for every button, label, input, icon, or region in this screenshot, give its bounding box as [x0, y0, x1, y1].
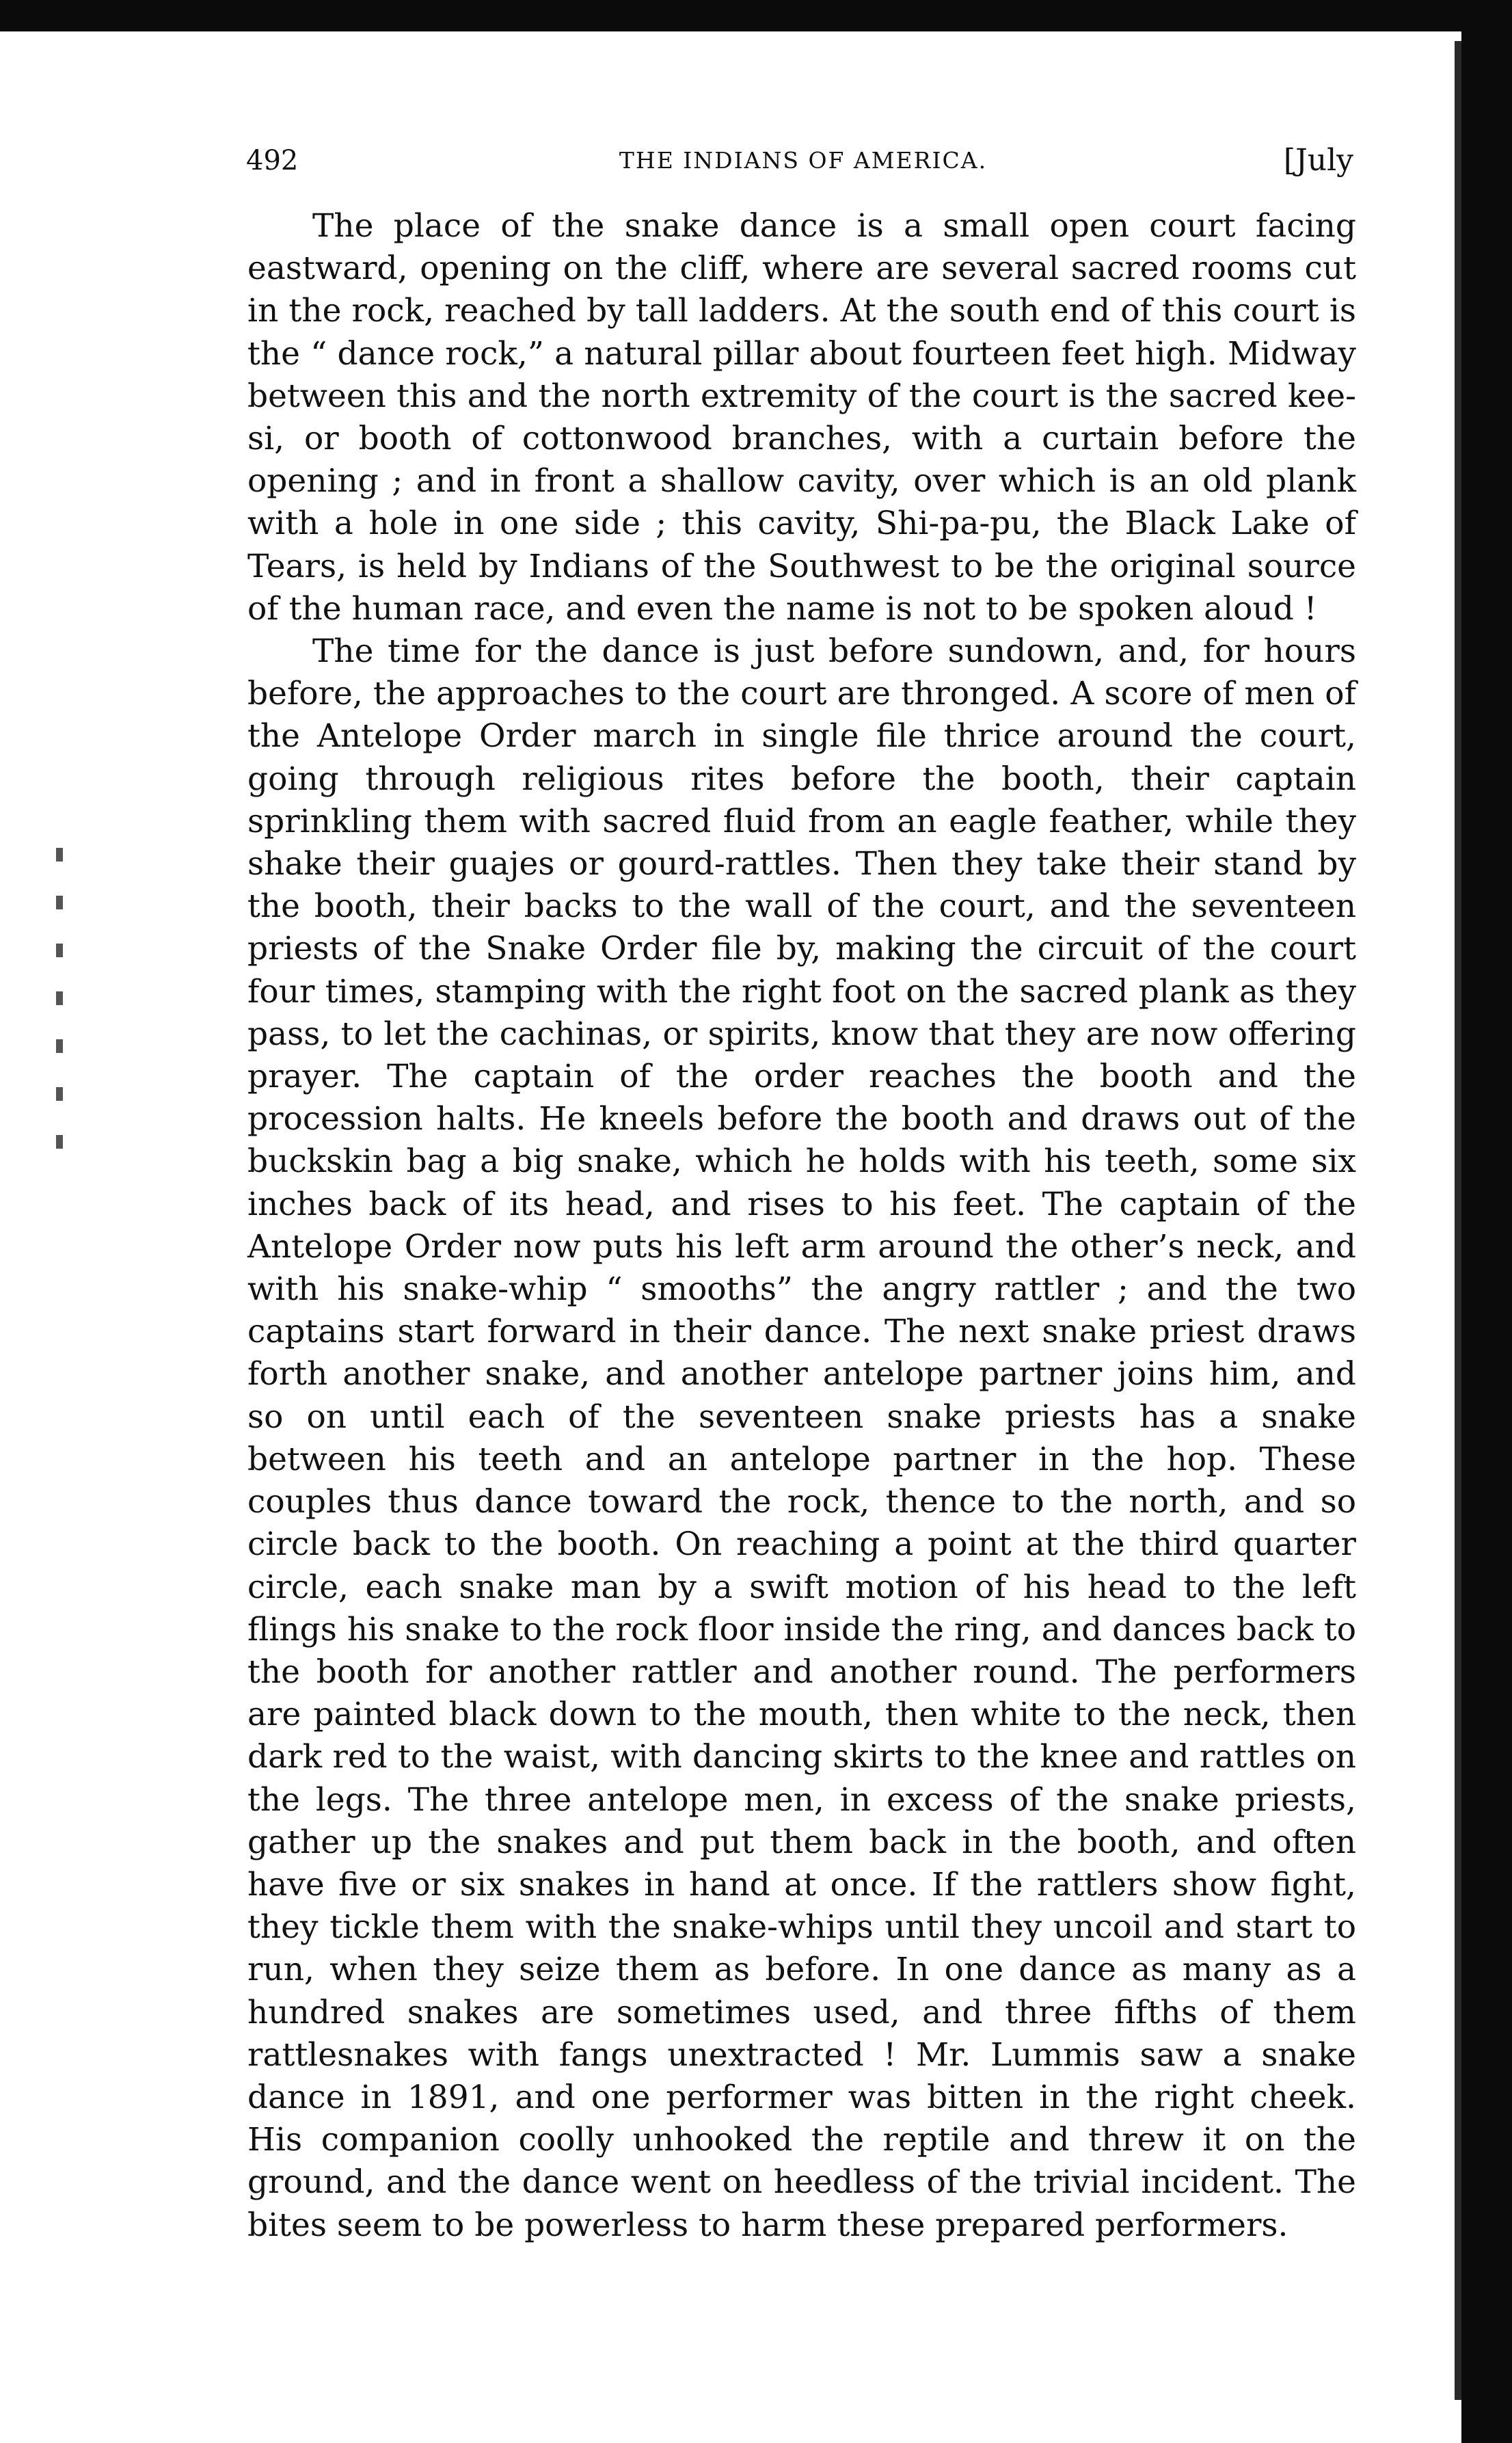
margin-dash: [56, 944, 63, 957]
right-binding-shadow: [1455, 41, 1461, 2400]
margin-dash: [56, 991, 63, 1005]
running-title: THE INDIANS OF AMERICA.: [619, 147, 988, 174]
margin-dash: [56, 848, 63, 862]
right-binding-edge: [1461, 0, 1512, 2443]
paragraph-dance-ceremony: The time for the dance is just before sundown, and, for hours before, the approaches to the court are thronged. A score of men of the Antelope Order march in single file thrice around the court, going through religious rites before the booth, their captain sprinkling them with sacred fluid from an eagle feather, while they shake their guajes or gourd-rattles. Then they take their stand by the booth, their backs to the wall of the court, and the seventeen priests of the Snake Order file by, making the circuit of the court four times, stamping with the right foot on the sacred plank as they pass, to let the cachinas, or spirits, know that they are now offering prayer. The captain of the order reaches the booth and the procession halts. He kneels before the booth and draws out of the buckskin bag a big snake, which he holds with his teeth, some six inches back of its head, and rises to his feet. The captain of the Antelope Order now puts his left arm around the other’s neck, and with his snake-whip “ smooths” the angry rattler ; and the two captains start forward in their dance. The next snake priest draws forth another snake, and another antelope partner joins him, and so on until each of the seventeen snake priests has a snake between his teeth and an antelope partner in the hop. These couples thus dance toward the rock, thence to the north, and so circle back to the booth. On reaching a point at the third quarter circle, each snake man by a swift motion of his head to the left flings his snake to the rock floor inside the ring, and dances back to the booth for another rattler and another round. The performers are painted black down to the mouth, then white to the neck, then dark red to the waist, with dancing skirts to the knee and rattles on the legs. The three antelope men, in excess of the snake priests, gather up the snakes and put them back in the booth, and often have five or six snakes in hand at once. If the rattlers show fight, they tickle them with the snake-whips until they uncoil and start to run, when they seize them as before. In one dance as many as a hundred snakes are sometimes used, and three fifths of them rattlesnakes with fangs unextracted ! Mr. Lummis saw a snake dance in 1891, and one performer was bitten in the right cheek. His companion coolly unhooked the reptile and threw it on the ground, and the dance went on heedless of the trivial incident. The bites seem to be powerless to harm these prepared performers.: [247, 632, 1356, 2244]
left-margin-marks: [56, 848, 70, 1463]
margin-dash: [56, 896, 63, 909]
page-number: 492: [246, 145, 299, 176]
margin-dash: [56, 1087, 63, 1101]
paragraph-snake-dance-place: The place of the snake dance is a small open court facing eastward, opening on the cliff, where are several sacred rooms cut in the rock, reached by tall ladders. At the south end of this court is the “ dance rock,” a natural pillar about fourteen feet high. Midway between this and the north extremity of the court is the sacred kee-si, or booth of cottonwood branches, with a curtain before the opening ; and in front a shallow cavity, over which is an old plank with a hole in one side ; this cavity, Shi-pa-pu, the Black Lake of Tears, is held by Indians of the Southwest to be the original source of the human race, and even the name is not to be spoken aloud !: [247, 207, 1356, 628]
margin-dash: [56, 1039, 63, 1053]
page-header: [246, 137, 1353, 185]
issue-date: [July: [1283, 143, 1353, 178]
top-border-rule: [0, 0, 1512, 31]
margin-dash: [56, 1135, 63, 1149]
article-body: [247, 205, 1356, 2247]
